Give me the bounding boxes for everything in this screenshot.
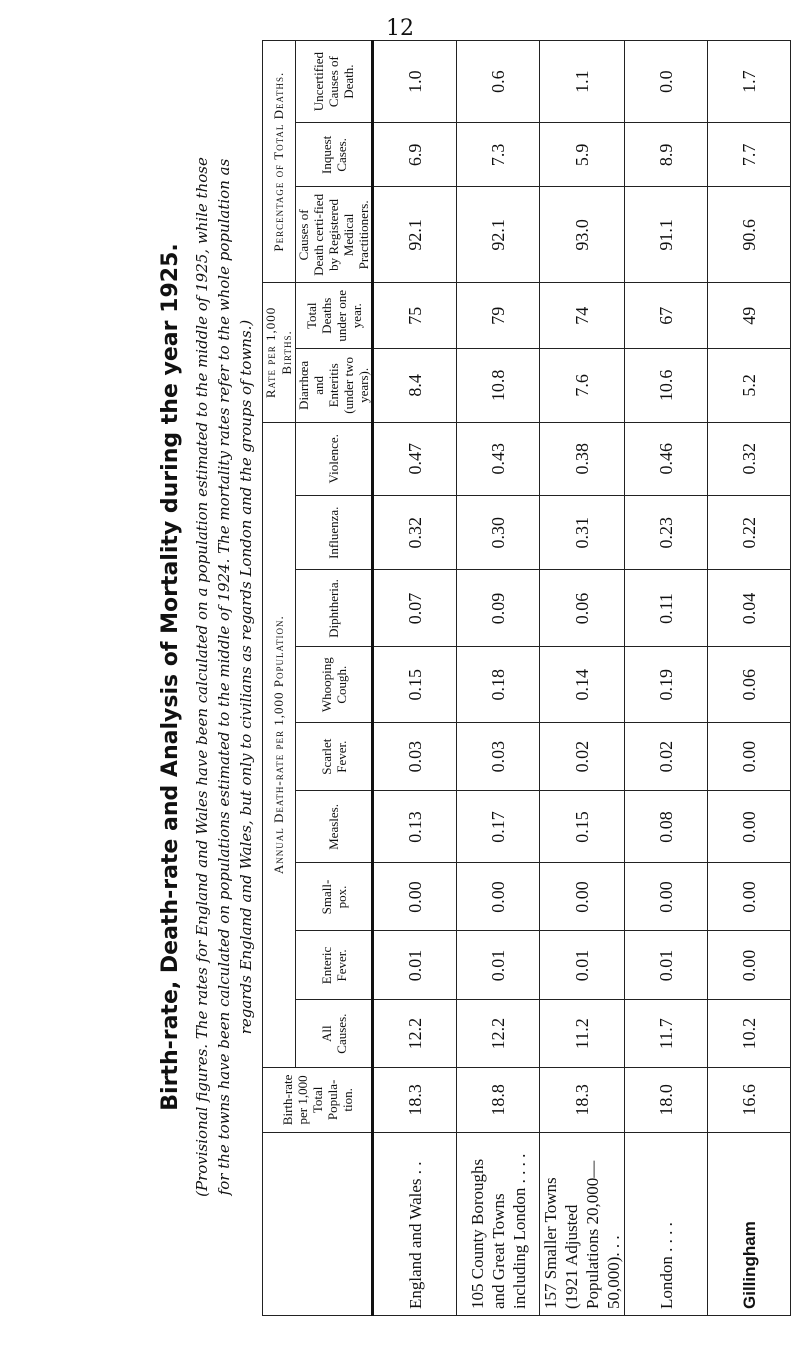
enteric-cell: 0.01 (457, 931, 540, 1000)
smallpox-cell: 0.00 (708, 863, 791, 931)
total-deaths-under-one-header: Total Deaths under one year. (296, 283, 373, 349)
table-row (540, 41, 625, 1316)
influenza-cell: 0.30 (457, 495, 540, 570)
enteric-cell: 0.01 (625, 931, 708, 1000)
certified-cell: 92.1 (373, 187, 457, 283)
row-label: Gillingham (708, 1132, 791, 1315)
uncertified-cell: 0.6 (457, 41, 540, 123)
row-label: 157 Smaller Towns (1921 Adjusted Populations 20,000—50,000). . . (540, 1132, 625, 1315)
diphtheria-cell: 0.06 (540, 570, 625, 647)
small-pox-header: Small-pox. (296, 863, 373, 931)
diphtheria-header: Diphtheria. (296, 570, 373, 647)
uncertified-cell: 1.1 (540, 41, 625, 123)
uncertified-cell: 1.0 (373, 41, 457, 123)
influenza-header: Influenza. (296, 495, 373, 570)
violence-cell: 0.46 (625, 422, 708, 495)
all-causes-cell: 12.2 (373, 1000, 457, 1067)
violence-cell: 0.47 (373, 422, 457, 495)
diarrhoea-cell: 10.8 (457, 349, 540, 422)
uncertified-cell: 0.0 (625, 41, 708, 123)
under-one-cell: 67 (625, 283, 708, 349)
enteric-cell: 0.01 (373, 931, 457, 1000)
mortality-table (262, 40, 791, 1316)
all-causes-cell: 10.2 (708, 1000, 791, 1067)
violence-header: Violence. (296, 422, 373, 495)
violence-cell: 0.43 (457, 422, 540, 495)
smallpox-cell: 0.00 (373, 863, 457, 931)
birth-rate-cell: 18.0 (625, 1067, 708, 1132)
under-one-cell: 49 (708, 283, 791, 349)
diarrhoea-header: Diarrhœa and Enteritis (under two years). (296, 349, 373, 422)
whooping-cell: 0.14 (540, 647, 625, 722)
measles-cell: 0.15 (540, 791, 625, 863)
diphtheria-cell: 0.07 (373, 570, 457, 647)
influenza-cell: 0.23 (625, 495, 708, 570)
whooping-cell: 0.19 (625, 647, 708, 722)
smallpox-cell: 0.00 (625, 863, 708, 931)
birth-rate-cell: 16.6 (708, 1067, 791, 1132)
diarrhoea-cell: 8.4 (373, 349, 457, 422)
diarrhoea-cell: 10.6 (625, 349, 708, 422)
smallpox-cell: 0.00 (457, 863, 540, 931)
enteric-cell: 0.00 (708, 931, 791, 1000)
enteric-cell: 0.01 (540, 931, 625, 1000)
under-one-cell: 75 (373, 283, 457, 349)
inquests-cell: 6.9 (373, 123, 457, 187)
whooping-cell: 0.15 (373, 647, 457, 722)
inquests-cell: 8.9 (625, 123, 708, 187)
enteric-fever-header: Enteric Fever. (296, 931, 373, 1000)
page-number: 12 (386, 16, 414, 41)
diphtheria-cell: 0.11 (625, 570, 708, 647)
diarrhoea-cell: 5.2 (708, 349, 791, 422)
row-label: 105 County Boroughs and Great Towns including London . . . . (457, 1132, 540, 1315)
diphtheria-cell: 0.04 (708, 570, 791, 647)
scarlet-cell: 0.03 (457, 722, 540, 790)
table-row (457, 41, 540, 1316)
measles-cell: 0.00 (708, 791, 791, 863)
scarlet-fever-header: Scarlet Fever. (296, 722, 373, 790)
diphtheria-cell: 0.09 (457, 570, 540, 647)
birth-rate-cell: 18.8 (457, 1067, 540, 1132)
scarlet-cell: 0.00 (708, 722, 791, 790)
measles-header: Measles. (296, 791, 373, 863)
birth-rate-cell: 18.3 (373, 1067, 457, 1132)
influenza-cell: 0.32 (373, 495, 457, 570)
certified-header: Causes of Death certi-fied by Registered Medical Practitioners. (296, 187, 373, 283)
uncertified-cell: 1.7 (708, 41, 791, 123)
all-causes-cell: 12.2 (457, 1000, 540, 1067)
title-block (0, 0, 260, 1354)
whooping-cough-header: Whooping Cough. (296, 647, 373, 722)
table-row (373, 41, 457, 1316)
whooping-cell: 0.18 (457, 647, 540, 722)
under-one-cell: 79 (457, 283, 540, 349)
diarrhoea-cell: 7.6 (540, 349, 625, 422)
birth-rate-header: Birth-rate per 1,000 Total Popula-tion. (263, 1067, 373, 1132)
all-causes-cell: 11.7 (625, 1000, 708, 1067)
percentage-header: Percentage of Total Deaths. (263, 41, 296, 283)
measles-cell: 0.08 (625, 791, 708, 863)
place-header (263, 1132, 373, 1315)
violence-cell: 0.32 (708, 422, 791, 495)
certified-cell: 91.1 (625, 187, 708, 283)
measles-cell: 0.13 (373, 791, 457, 863)
rate-per-births-header: Rate per 1,000 Births. (263, 283, 296, 422)
influenza-cell: 0.22 (708, 495, 791, 570)
page-title: Birth-rate, Death-rate and Analysis of Mortality during the year 1925. (158, 243, 183, 1111)
measles-cell: 0.17 (457, 791, 540, 863)
row-label: England and Wales . . (373, 1132, 457, 1315)
inquests-cell: 7.7 (708, 123, 791, 187)
inquests-cell: 7.3 (457, 123, 540, 187)
inquest-cases-header: Inquest Cases. (296, 123, 373, 187)
birth-rate-cell: 18.3 (540, 1067, 625, 1132)
uncertified-header: Uncertified Causes of Death. (296, 41, 373, 123)
certified-cell: 93.0 (540, 187, 625, 283)
inquests-cell: 5.9 (540, 123, 625, 187)
table-row (708, 41, 791, 1316)
influenza-cell: 0.31 (540, 495, 625, 570)
all-causes-header: All Causes. (296, 1000, 373, 1067)
scarlet-cell: 0.03 (373, 722, 457, 790)
scarlet-cell: 0.02 (540, 722, 625, 790)
scarlet-cell: 0.02 (625, 722, 708, 790)
smallpox-cell: 0.00 (540, 863, 625, 931)
all-causes-cell: 11.2 (540, 1000, 625, 1067)
table-row (625, 41, 708, 1316)
annual-death-rate-header: Annual Death-rate per 1,000 Population. (263, 422, 296, 1067)
row-label: London . . . . (625, 1132, 708, 1315)
certified-cell: 90.6 (708, 187, 791, 283)
page-subtitle: (Provisional figures. The rates for England and Wales have been calculated on a population estimated to the middle of 1925, while those for the towns have been calculated on populations estimated to the middle of 1924. The mortality rates refer to the whole population as regards England and Wales, but only to civilians as regards London and the groups of towns.) (193, 157, 255, 1197)
under-one-cell: 74 (540, 283, 625, 349)
whooping-cell: 0.06 (708, 647, 791, 722)
certified-cell: 92.1 (457, 187, 540, 283)
violence-cell: 0.38 (540, 422, 625, 495)
